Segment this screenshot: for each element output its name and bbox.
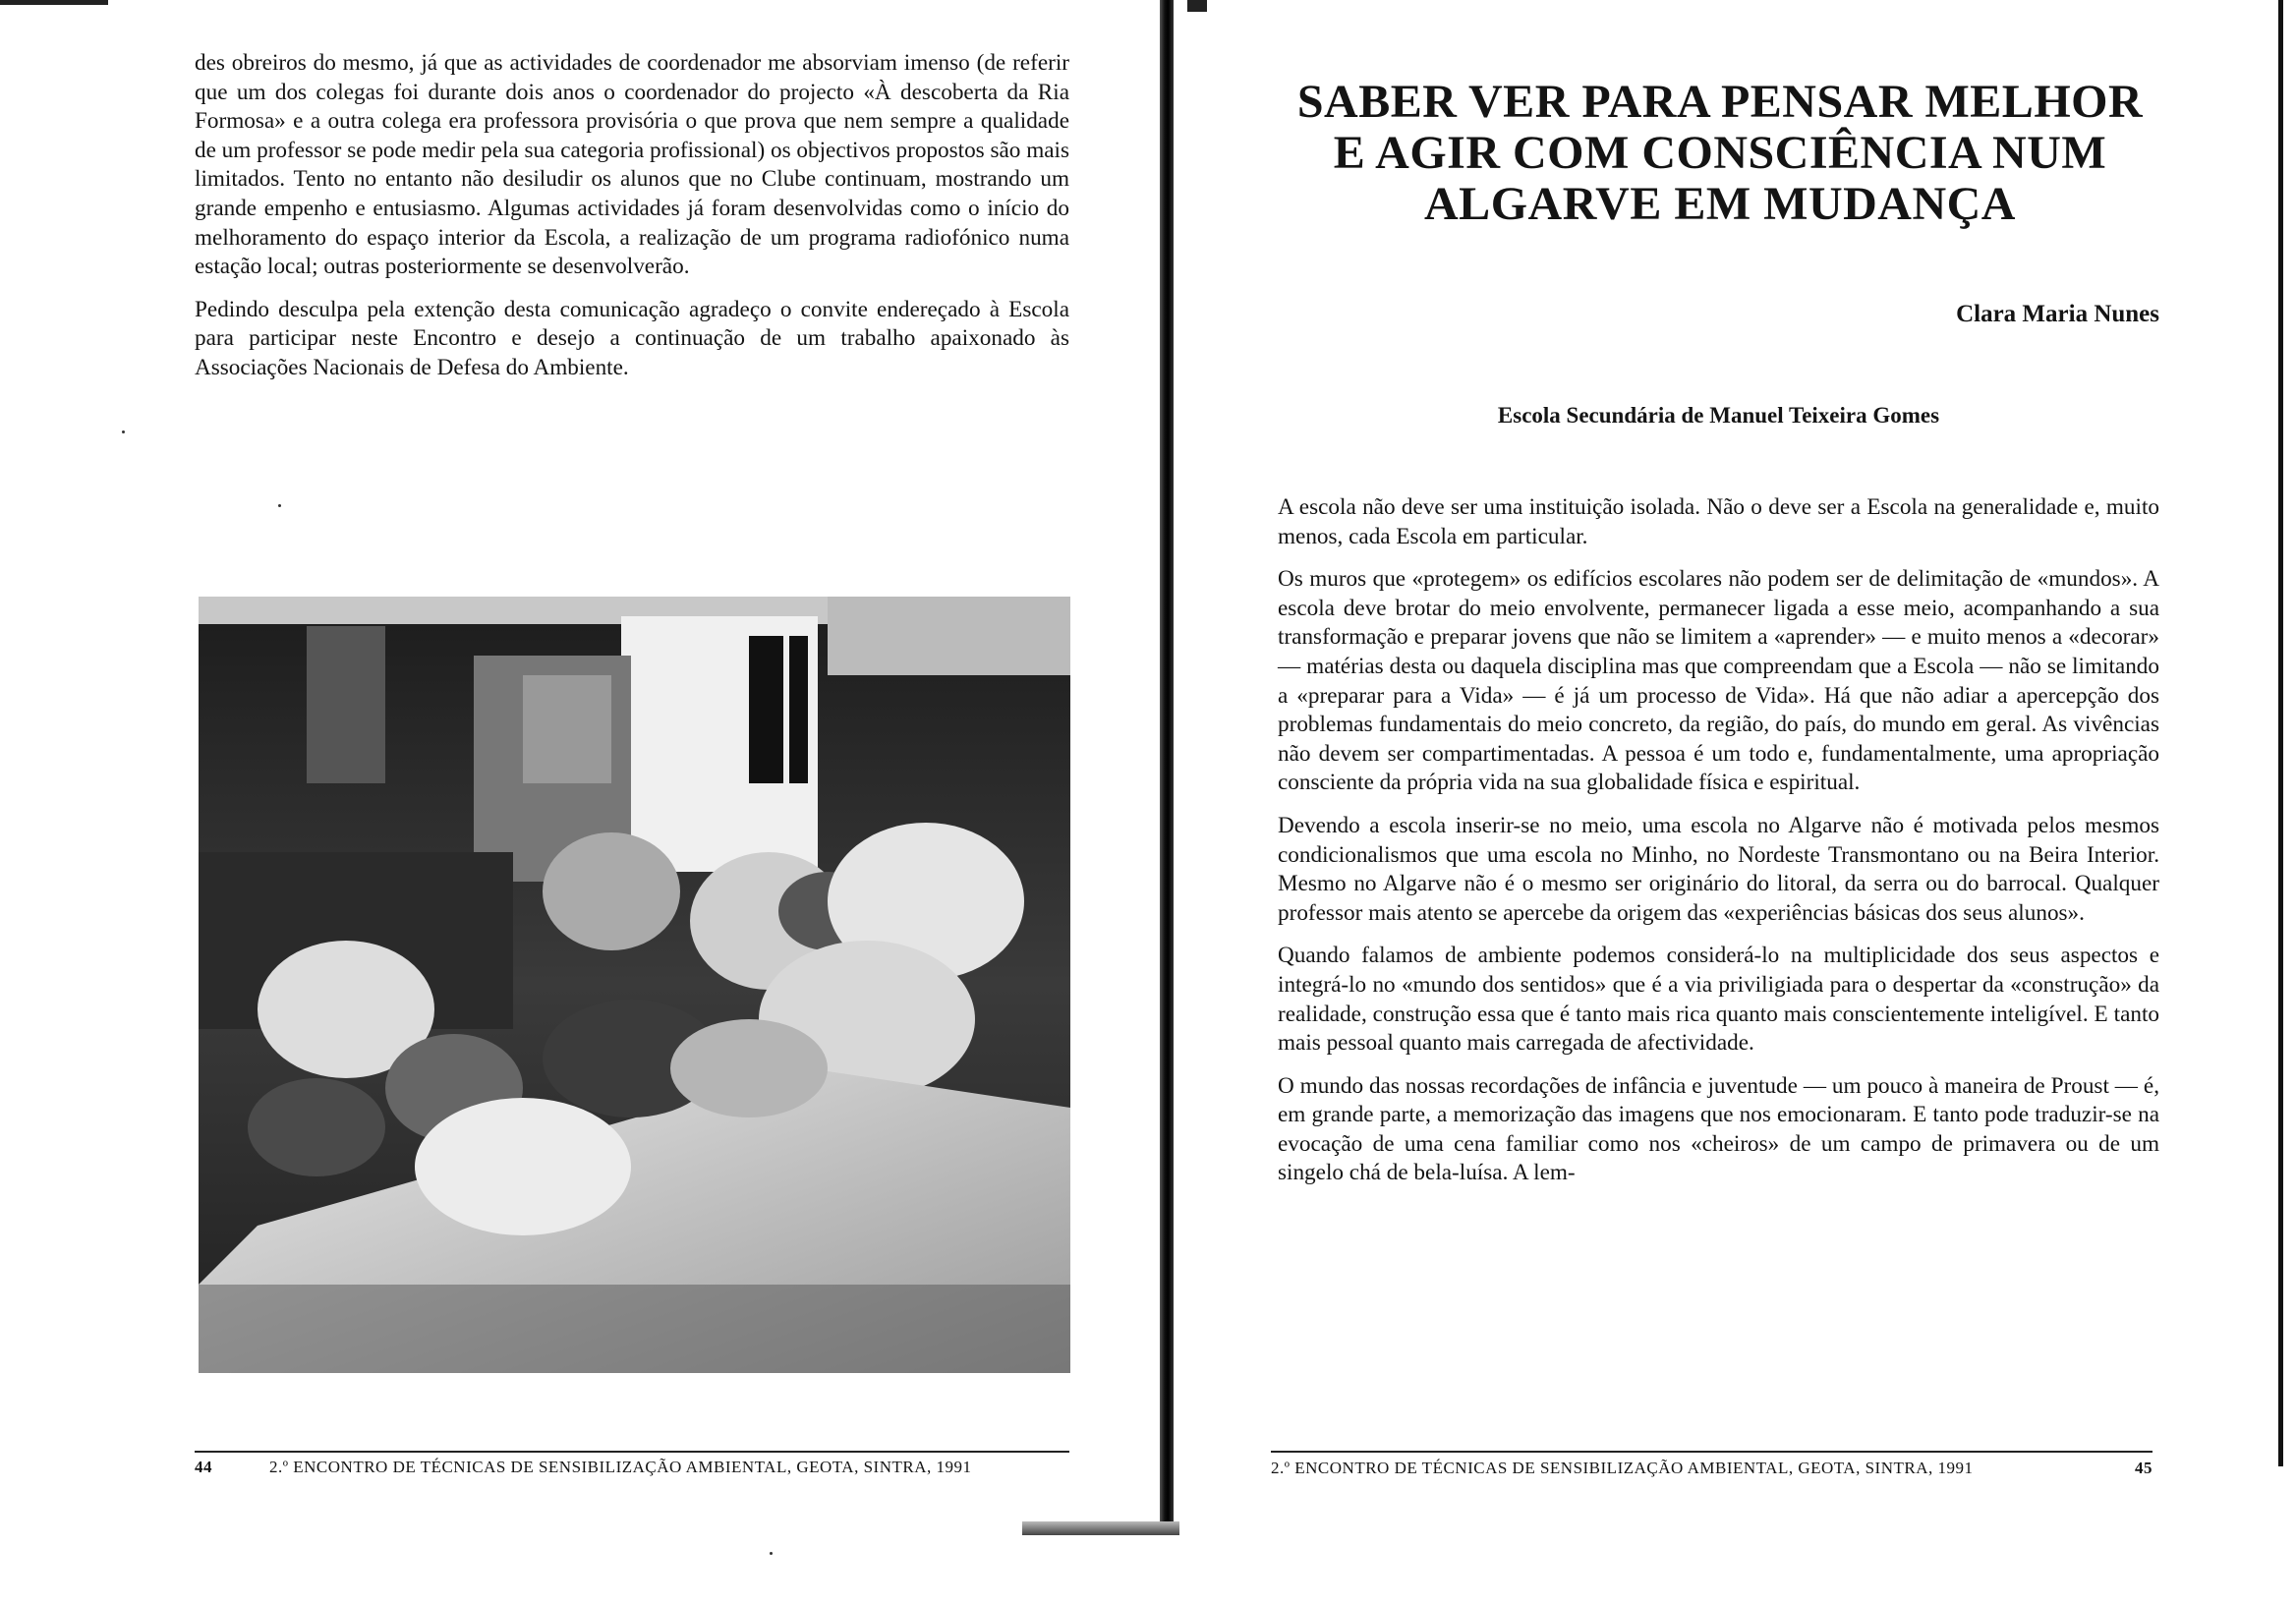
paragraph: Quando falamos de ambiente podemos considerá-lo na multiplicidade dos seus aspectos e integrá-lo no «mundo dos sentidos» que é a via priviligiada para o despertar da «construção» da realidade, construção essa que é tanto mais rica quanto mais conscientemente inteligível. E tanto mais pessoal quanto mais carregada de afectividade. <box>1278 943 2159 1057</box>
paragraph: Devendo a escola inserir-se no meio, uma escola no Algarve não é motivada pelos mesmos condicionalismos que uma escola no Minho, no Nordeste Transmontano ou na Beira Interior. Mesmo no Algarve não é o mesmo ser originário do litoral, da serra ou do barrocal. Qualquer professor mais atento se apercebe da origem das «experiências básicas dos seus alunos». <box>1278 812 2159 926</box>
paragraph: des obreiros do mesmo, já que as actividades de coordenador me absorviam imenso (de referir que um dos colegas foi durante dois anos o coordenador do projecto «À descoberta da Ria Formosa» e a outra colega era professora provisória o que prova que nem sempre a qualidade de um professor se pode medir pela sua categoria profissional) os objectivos propostos são mais limitados. Tento no entanto não desiludir os alunos que no Clube continuam, mostrando um grande empenho e entusiasmo. Algumas actividades já foram desenvolvidas como o início do melhoramento do espaço interior da Escola, a realização de um programa radiofónico numa estação local; outras posteriormente se desenvolverão. <box>195 50 1069 280</box>
title-line: E AGIR COM CONSCIÊNCIA NUM <box>1333 127 2107 179</box>
gutter-shadow <box>1022 1521 1179 1535</box>
scan-edge <box>0 0 108 5</box>
title-line: ALGARVE EM MUDANÇA <box>1424 178 2016 230</box>
article-title <box>1258 77 2182 230</box>
scan-speck <box>122 430 125 433</box>
photograph <box>199 597 1070 1373</box>
title-line: SABER VER PARA PENSAR MELHOR <box>1296 76 2144 128</box>
paragraph: A escola não deve ser uma instituição isolada. Não o deve ser a Escola na generalidade e, muito menos, cada Escola em particular. <box>1278 494 2159 549</box>
book-gutter <box>1160 0 1174 1533</box>
right-body-text <box>1278 493 2159 1202</box>
page-number: 45 <box>2135 1459 2152 1477</box>
footer-rule <box>1271 1451 2152 1453</box>
paragraph: Pedindo desculpa pela extenção desta comunicação agradeço o convite endereçado à Escola para participar neste Encontro e desejo a continuação de um trabalho apaixonado às Associações Nacionais de Defesa do Ambiente. <box>195 296 1069 380</box>
footer-rule <box>195 1451 1069 1453</box>
paragraph: O mundo das nossas recordações de infância e juventude — um pouco à maneira de Proust — é, em grande parte, a memorização das imagens que nos emocionaram. E tanto pode traduzir-se na evocação de uma cena familiar como nos «cheiros» de um campo de primavera ou de um singelo chá de bela-luísa. A lem- <box>1278 1072 2159 1186</box>
author-name: Clara Maria Nunes <box>1956 301 2159 327</box>
page-number: 44 <box>195 1458 212 1476</box>
paragraph: Os muros que «protegem» os edifícios escolares não podem ser de delimitação de «mundos». A escola deve brotar do meio envolvente, permanecer ligada a esse meio, acompanhando a sua transformação e preparar jovens que não se limitem a «aprender» — e muito menos a «decorar» — matérias desta ou daquela disciplina mas que compreendam que a Escola — não se limitando a «preparar para a Vida» — é já um processo de Vida». Há que não adiar a apercepção dos problemas fundamentais do meio concreto, da região, do país, do mundo em geral. As vivências não devem ser compartimentadas. A pessoa é um todo e, fundamentalmente, uma apropriação consciente da própria vida na sua globalidade física e espiritual. <box>1278 566 2159 796</box>
scan-speck <box>770 1552 773 1555</box>
left-body-text <box>195 49 1069 397</box>
page-edge-right <box>2278 0 2283 1466</box>
footer-text: 2.º ENCONTRO DE TÉCNICAS DE SENSIBILIZAÇÃO AMBIENTAL, GEOTA, SINTRA, 1991 <box>269 1458 972 1476</box>
school-name: Escola Secundária de Manuel Teixeira Gomes <box>1497 403 1940 428</box>
meeting-photo-illustration <box>199 597 1070 1373</box>
scan-speck <box>278 504 281 507</box>
scan-edge <box>1187 0 1207 12</box>
footer-text: 2.º ENCONTRO DE TÉCNICAS DE SENSIBILIZAÇÃO AMBIENTAL, GEOTA, SINTRA, 1991 <box>1271 1459 1974 1477</box>
